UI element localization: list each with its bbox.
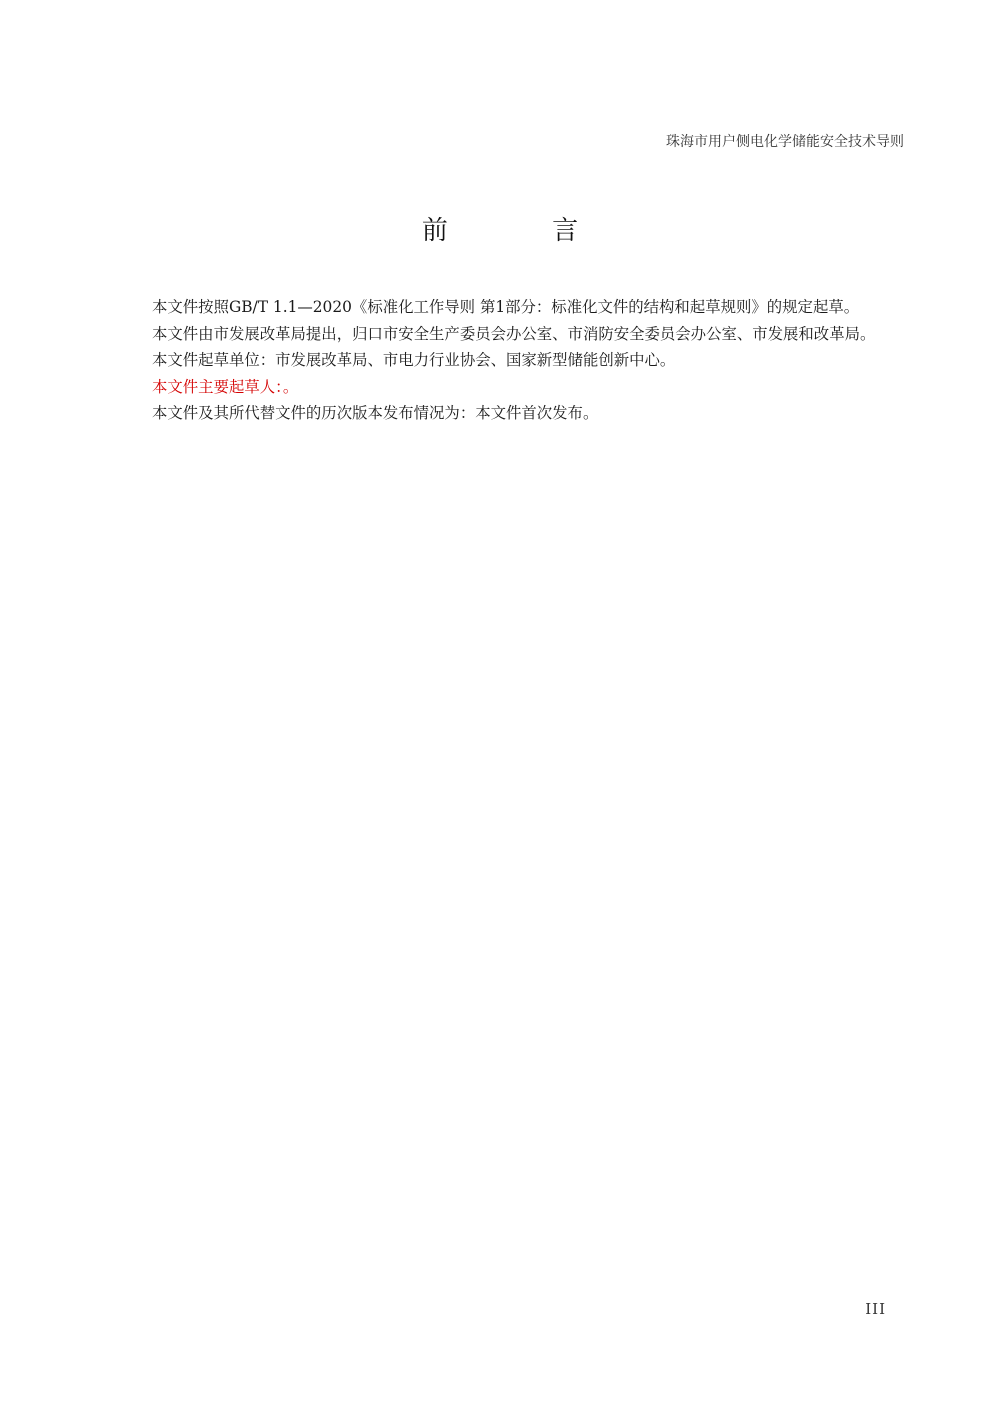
page-title: 前 言 <box>421 216 627 246</box>
paragraph-drafting-units: 本文件起草单位：市发展改革局、市电力行业协会、国家新型储能创新中心。 <box>152 351 676 369</box>
foreword-body <box>120 294 906 427</box>
paragraph-standard-basis: 本文件按照GB/T 1.1—2020《标准化工作导则 第1部分：标准化文件的结构和起草规则》的规定起草。 <box>152 298 860 316</box>
running-header: 珠海市用户侧电化学储能安全技术导则 <box>666 134 904 150</box>
paragraph-version-history: 本文件及其所代替文件的历次版本发布情况为：本文件首次发布。 <box>152 404 599 422</box>
paragraph-proposer: 本文件由市发展改革局提出，归口市安全生产委员会办公室、市消防安全委员会办公室、市发展和改革局。 <box>152 324 876 343</box>
paragraph-main-drafters: 本文件主要起草人：。 <box>152 377 299 396</box>
page-number: III <box>865 1300 886 1318</box>
